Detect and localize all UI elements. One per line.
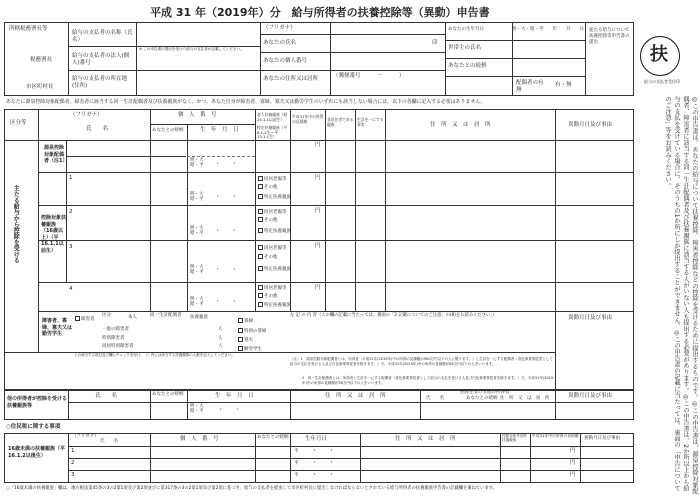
c-fuyo: 扶養親族 — [190, 315, 208, 320]
jumin-yen-3: 円 — [570, 472, 576, 478]
intro-text: あなたに源泉控除対象配偶者、障害者に該当する同一生計配偶者及び扶養親族がなく、かつ、あなた自身が障害者、寡婦、寡夫又は勤労学生のいずれにも該当しない場合には、以下の各欄に記入する必要はありません。 — [6, 99, 486, 105]
zeimusho-label: 税務署長 — [30, 57, 53, 63]
side-instructions: ◎この申告書は、あなたの給与について扶養控除、障害者控除などの控除を受けるために提出するものです。◎この申告書は、源泉控除対象配偶者、障害者に該当する同一生計配偶者及び扶養親族に該当する人がいない人も提出する必要があります。◎この申告書は、2か所以上から給与の支払を受けている場合に、そのうちの1か所にしか提出することができません。◎この申告書の記載に当たっては、裏面の「申告についてのご注意」等をお読みください。 — [664, 96, 698, 495]
birthdate-value: 明・大・昭・平 年 月 日 — [512, 27, 584, 32]
row-4-era: 明・大 昭・平 — [190, 297, 208, 308]
c-tokubetsu-kafu: 特別の寡婦 — [238, 328, 267, 335]
tax-office-label: 所轄税務署長等 — [9, 26, 48, 32]
jumin-kokugai: 控除対象外国外扶養親族 — [502, 434, 528, 443]
note-2: 2 同一生計配偶者とは、所得者と生計を一にする配偶者（青色事業専従者として給与の支払を受ける人及び白色事業専従者を除きます。）で、平成31年(2019年)中の所得の見積額が38万円以下の人をいいます。 — [302, 376, 554, 385]
d-address: 住 所 又 は 居 所 — [325, 393, 386, 399]
c-ninzu-2: 人 — [218, 336, 223, 341]
jumin-address: 住 所 又 は 居 所 — [395, 436, 456, 442]
remit-header: 生計を一にする事実 — [357, 117, 384, 127]
address-header: 住 所 又 は 居 所 — [430, 122, 491, 128]
row-3-dot: ・ ・ — [215, 267, 238, 273]
stamp-caption: 給与の支払者受付印 — [644, 79, 680, 84]
jumin-heading: ○住民税に関する事項 — [6, 424, 61, 430]
your-number-label: あなたの個人番号 — [263, 58, 308, 64]
d-other-addr: 住 所 又 は 居 所 — [500, 396, 550, 401]
c-dokyo: 同居特別障害者 — [102, 344, 134, 349]
jumin-era-1: 平 — [294, 449, 299, 454]
c-honnin: 本人 — [128, 315, 137, 320]
row-2-number: 2 — [69, 209, 73, 215]
d-birth: 生 年 月 日 — [215, 393, 254, 399]
jumin-era-2: 平 — [294, 461, 299, 466]
jumin-birth: 生年月日 — [305, 436, 328, 442]
section-a-dot: ・ ・ — [215, 161, 238, 167]
row-3-dohyo: 同居老親等 — [258, 245, 287, 252]
c-shogai-check: 障害者 — [75, 316, 95, 323]
row-1-tokutei: 特定扶養親族 — [258, 194, 291, 201]
relation-label: あなたとの続柄 — [448, 63, 487, 69]
name-header: 氏 名 — [86, 126, 109, 132]
section-a-yen: 円 — [315, 142, 321, 148]
jumin-income: 平成31年中の所得の見積額 — [532, 433, 579, 438]
jumin-dot-1: ・ ・ — [312, 448, 335, 454]
jumin-kojin: 個 人 番 号 — [180, 436, 219, 442]
row-2-tokutei: 特定扶養親族 — [258, 228, 291, 235]
jumin-name: 氏 名 — [100, 439, 118, 444]
section-b-label: 控除対象扶養親族（16歳以上）（平16.1.1以前生） — [41, 215, 67, 254]
furigana-label: （フリガナ） — [263, 25, 296, 31]
d-other: 控除を受ける他の所得者 — [460, 390, 510, 395]
row-3-tokutei: 特定扶養親族 — [258, 266, 291, 273]
c-note: 上の該当する項目及び欄にチェックを付け、（）内には該当する扶養親族の人数を記入してください。 — [74, 353, 235, 357]
row-1-yen: 円 — [315, 175, 321, 181]
row-2-yen: 円 — [315, 208, 321, 214]
row-2-era: 明・大 昭・平 — [190, 226, 208, 237]
row-4-dot: ・ ・ — [215, 299, 238, 305]
d-other-rel: あなたとの続柄 — [466, 396, 498, 401]
section-d-label: 他の所得者が控除を受ける扶養親族等 — [7, 396, 68, 409]
c-kisai: 左 記 の 内 容（この欄の記載に当たっては、裏面の「2 記載についてのご注意」の(8)をお読みください。） — [290, 313, 497, 318]
jumin-row-2: 2 — [71, 460, 75, 466]
d-name: 氏 名 — [95, 393, 118, 399]
row-1-other: その他 — [258, 184, 278, 191]
section-main-label: 主たる給与から控除を受ける — [12, 185, 20, 263]
side-note: 従たる給与について扶養控除等申告書の提出 — [589, 28, 630, 46]
payer-number-label: 給与の支払者の法人(個人)番号 — [72, 53, 130, 67]
d-era-1: 明・大 昭・平 — [190, 404, 208, 415]
birthdate-label: あなたの生年月日 — [448, 27, 484, 32]
row-3-yen: 円 — [315, 243, 321, 249]
shikuchoson-label: 市区町村長 — [26, 84, 54, 90]
d-relation: あなたとの続柄 — [152, 392, 184, 397]
c-kafu2: 寡夫 — [238, 337, 253, 344]
row-2-other: その他 — [258, 217, 278, 224]
c-ippan: 一般の障害者 — [102, 327, 129, 332]
spouse-label: 配偶者の有無 — [516, 80, 544, 93]
row-3-era: 明・大 昭・平 — [190, 265, 208, 276]
spouse-value: 有・無 — [555, 82, 572, 88]
payer-number-note: ※ この申告書の提出を受けた給与の支払者が記載してください。 — [139, 47, 244, 51]
section-a-label: 源泉控除対象配偶者（注1） — [44, 145, 68, 164]
jumin-yen-2: 円 — [570, 460, 576, 466]
change-header: 異動月日及び事由 — [568, 122, 613, 128]
row-1-dohyo: 同居老親等 — [258, 176, 287, 183]
birth-header: 生 年 月 日 — [200, 127, 239, 133]
jumin-dot-3: ・ ・ — [312, 472, 335, 478]
row-2-dot: ・ ・ — [215, 228, 238, 234]
age70-header: 老人扶養親族（昭24.1.1以前生） — [257, 112, 288, 122]
c-ninzu-1: 人 — [218, 327, 223, 332]
c-kinro: 勤労学生 — [238, 346, 262, 353]
c-dohyo: 同一生計配偶者 — [150, 313, 182, 318]
your-name-label: あなたの氏名 — [263, 40, 297, 46]
jumin-yen-1: 円 — [570, 448, 576, 454]
jumin-change: 異動月日及び事由 — [584, 436, 620, 441]
relation-header: あなたとの続柄 — [152, 128, 184, 133]
postal-label: （郵便番号 － ） — [333, 73, 405, 79]
row-2-dohyo: 同居老親等 — [258, 209, 287, 216]
payer-name-label: 給与の支払者の名称（氏名） — [72, 30, 133, 44]
c-kafu: 寡婦 — [238, 318, 253, 325]
row-4-yen: 円 — [315, 285, 321, 291]
seal-mark: 印 — [432, 40, 438, 46]
jumin-row-1: 1 — [71, 448, 75, 454]
row-4-dohyo: 同居老親等 — [258, 285, 287, 292]
householder-label: 世帯主の氏名 — [448, 45, 482, 51]
d-change: 異動月日及び事由 — [568, 393, 613, 399]
section-a-era: 明・大 昭・平 — [190, 158, 208, 169]
c-kubun: 区分 — [102, 313, 111, 318]
d-dot-1: ・ ・ — [218, 407, 241, 413]
income-header: 平成31年中の所得の見積額 — [292, 114, 324, 124]
furigana-header: （フリガナ） — [70, 112, 103, 118]
row-1-era: 明・大 昭・平 — [190, 192, 208, 203]
jumin-row-3: 3 — [71, 472, 75, 478]
main-table — [4, 109, 634, 390]
payer-address-label: 給与の支払者の所在地(住所) — [72, 76, 128, 90]
row-4-tokutei: 特定扶養親族 — [258, 302, 291, 309]
section-c-label: 障害者、寡婦、寡夫又は勤労学生 — [42, 318, 73, 337]
stamp-char: 扶 — [650, 44, 668, 65]
jumin-dot-2: ・ ・ — [312, 460, 335, 466]
c-ninzu-3: 人 — [218, 344, 223, 349]
special-header: 特定扶養親族（平8.1.2生～平13.1.1生） — [257, 125, 288, 140]
kubun-header: 区分等 — [10, 120, 27, 126]
row-4-other: その他 — [258, 293, 278, 300]
footer-note: ○「16歳未満の扶養親族」欄は、地方税法第45条の3の2第1項及び第2項並びに第317条の3の2第1項及び第2項に基づき、給与の支払者を経由して市区町村長に提出しなければならないとされている給与所得者の扶養親族申告書の記載欄を兼ねています。 — [6, 486, 497, 491]
nonresident-header: 非居住者である親族 — [327, 117, 354, 127]
jumin-era-3: 平 — [294, 473, 299, 478]
row-1-dot: ・ ・ — [215, 194, 238, 200]
your-address-label: あなたの住所又は居所 — [263, 76, 319, 82]
row-3-number: 3 — [69, 244, 73, 250]
d-other-name: 氏 名 — [426, 396, 444, 401]
note-1: （注）1 源泉控除対象配偶者とは、所得者（平成31年(2019年)中の所得の見積額が900万円以下の人に限ります。）と生計を一にする配偶者（青色事業専従者として給与の支払を受ける人及び白色事業専従者を除きます。）で、平成31年(2019年)中の所得の見積額が85万円以下の人をいいます。 — [290, 357, 553, 366]
kojin-header: 個 人 番 号 — [178, 112, 217, 118]
c-tokubetsu: 特別障害者 — [102, 336, 125, 341]
jumin-relation: あなたとの続柄 — [257, 435, 289, 440]
jumin-label: 16歳未満の扶養親族（平16.1.2以後生） — [8, 446, 65, 459]
row-1-number: 1 — [69, 175, 73, 181]
c-change: 異動月日及び事由 — [568, 315, 613, 321]
row-4-number: 4 — [69, 286, 73, 292]
jumin-furigana: （フリガナ） — [72, 434, 99, 439]
page-title: 平成 31 年（2019年）分 給与所得者の扶養控除等（異動）申告書 — [150, 6, 490, 19]
row-3-other: その他 — [258, 254, 278, 261]
